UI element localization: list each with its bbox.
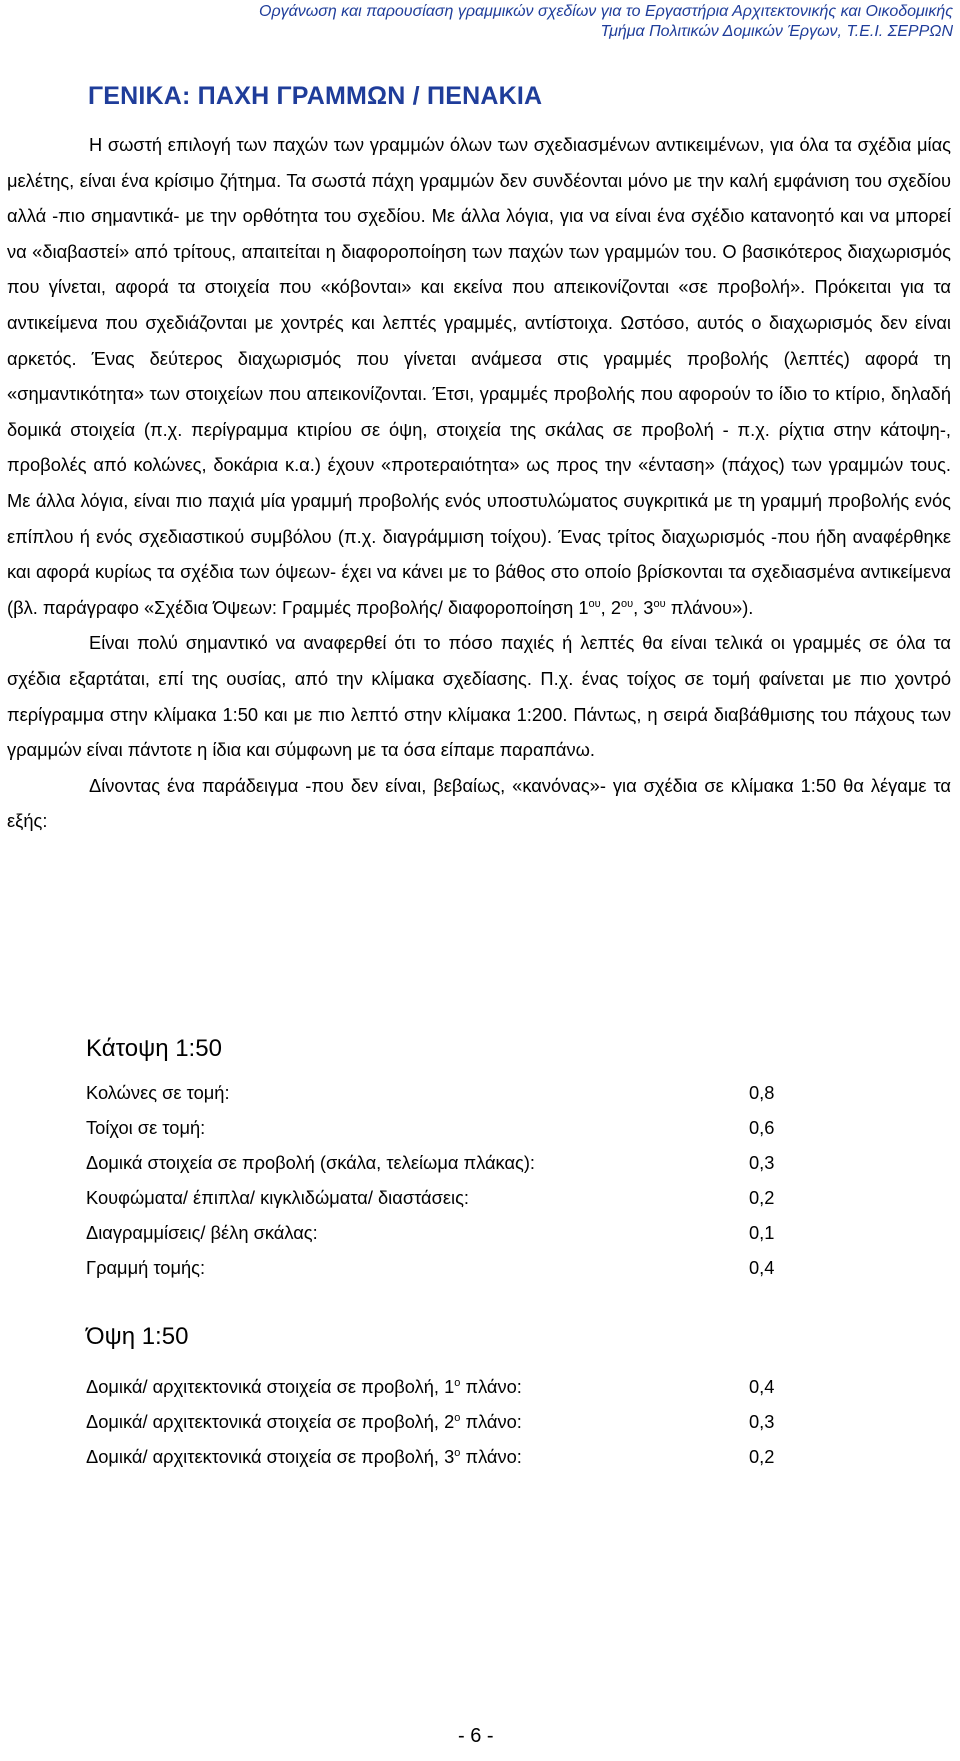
plan-row-value: 0,2 <box>749 1187 775 1208</box>
plan-row-value: 0,8 <box>749 1082 775 1103</box>
body-text <box>7 127 951 839</box>
plan-row-label: Γραμμή τομής: <box>86 1257 206 1278</box>
plan-row-label: Τοίχοι σε τομή: <box>86 1117 206 1138</box>
paragraph-1-text: Η σωστή επιλογή των παχών των γραμμών όλων των σχεδιασμένων αντικειμένων, για όλα τα σχέδια μίας μελέτης, είναι ένα κρίσιμο ζήτημα. Τα σωστά πάχη γραμμών δεν συνδέονται μόνο με την καλή εμφάνιση του σχεδίου αλλά -πιο σημαντικά- με την ορθότητα του σχεδίου. Με άλλα λόγια, για να είναι ένα σχέδιο κατανοητό και να μπορεί να «διαβαστεί» από τρίτους, απαιτείται η διαφοροποίηση των παχών των γραμμών του. Ο βασικότερος διαχωρισμός που γίνεται, αφορά τα στοιχεία που «κόβονται» και εκείνα που απεικονίζονται «σε προβολή». Πρόκειται για τα αντικείμενα που σχεδιάζονται με χοντρές και λεπτές γραμμές, αντίστοιχα. Ωστόσο, αυτός ο διαχωρισμός δεν είναι αρκετός. Ένας δεύτερος διαχωρισμός που γίνεται ανάμεσα στις γραμμές προβολής (λεπτές) αφορά τη «σημαντικότητα» των στοιχείων που απεικονίζονται. Έτσι, γραμμές προβολής που αφορούν το ίδιο το κτίριο, δηλαδή δομικά στοιχεία (π.χ. περίγραμμα κτιρίου σε όψη, στοιχεία της σκάλας σε προβολή - π.χ. ρίχτια στην κάτοψη-, προβολές από κολώνες, δοκάρια κ.α.) έχουν «προτεραιότητα» ως προς την «ένταση» (πάχος) των γραμμών τους. Με άλλα λόγια, είναι πιο παχιά μία γραμμή προβολής ενός υποστυλώματος συγκριτικά με τη γραμμή προβολής ενός επίπλου ή ενός σχεδιαστικού συμβόλου (π.χ. διαγράμμιση τοίχου). Ένας τρίτος διαχωρισμός -που ήδη αναφέρθηκε και αφορά κυρίως τα σχέδια των όψεων- έχει να κάνει με το βάθος στο οποίο βρίσκονται τα σχεδιασμένα αντικείμενα (βλ. παράγραφο «Σχέδια Όψεων: Γραμμές προβολής/ διαφοροποίηση 1 <box>7 134 951 618</box>
plan-row-label: Κολώνες σε τομή: <box>86 1082 230 1103</box>
elevation-row-label-text: Δομικά/ αρχιτεκτονικά στοιχεία σε προβολή, 3 <box>86 1446 455 1467</box>
elevation-row-label-text: Δομικά/ αρχιτεκτονικά στοιχεία σε προβολή, 2 <box>86 1411 455 1432</box>
elevation-row-value: 0,4 <box>749 1376 775 1397</box>
plan-row-label: Δομικά στοιχεία σε προβολή (σκάλα, τελείωμα πλάκας): <box>86 1152 536 1173</box>
elevation-row-value: 0,2 <box>749 1446 775 1467</box>
elevation-row-label-end: πλάνο: <box>460 1446 522 1467</box>
elevation-row-label <box>86 1375 522 1399</box>
section-heading: ΓΕΝΙΚΑ: ΠΑΧΗ ΓΡΑΜΜΩΝ / ΠΕΝΑΚΙΑ <box>88 82 543 110</box>
page-header <box>259 2 953 42</box>
ordinal-sup-3: ου <box>653 597 666 610</box>
plan-row-value: 0,4 <box>749 1257 775 1278</box>
plan-section-title: Κάτοψη 1:50 <box>86 1035 222 1062</box>
paragraph-1-end: πλάνου»). <box>665 596 754 618</box>
ordinal-sup: ο <box>454 1411 461 1424</box>
paragraph-1-mid-1: , 2 <box>600 596 621 618</box>
ordinal-sup-2: ου <box>621 597 634 610</box>
elevation-row-value: 0,3 <box>749 1411 775 1432</box>
plan-row-value: 0,1 <box>749 1222 775 1243</box>
elevation-row-label <box>86 1445 522 1469</box>
plan-row-value: 0,3 <box>749 1152 775 1173</box>
ordinal-sup-1: ου <box>588 597 601 610</box>
elevation-section-title: Όψη 1:50 <box>86 1323 189 1350</box>
paragraph-1-mid-2: , 3 <box>633 596 654 618</box>
paragraph-scale: Είναι πολύ σημαντικό να αναφερθεί ότι το πόσο παχιές ή λεπτές θα είναι τελικά οι γραμμές σε όλα τα σχέδια εξαρτάται, επί της ουσίας, από την κλίμακα σχεδίασης. Π.χ. ένας τοίχος σε τομή φαίνεται με πιο χοντρό περίγραμμα στην κλίμακα 1:50 και με πιο λεπτό στην κλίμακα 1:200. Πάντως, η σειρά διαβάθμισης του πάχους των γραμμών είναι πάντοτε η ίδια και σύμφωνη με τα όσα είπαμε παραπάνω. <box>7 632 951 761</box>
plan-row-label: Κουφώματα/ έπιπλα/ κιγκλιδώματα/ διαστάσεις: <box>86 1187 470 1208</box>
elevation-row-label-end: πλάνο: <box>460 1376 522 1397</box>
ordinal-sup: ο <box>454 1446 461 1459</box>
elevation-row-label <box>86 1410 522 1434</box>
paragraph-line-thickness <box>7 127 951 625</box>
header-line-course: Οργάνωση και παρουσίαση γραμμικών σχεδίων για το Εργαστήρια Αρχιτεκτονικής και Οικοδομικής <box>259 3 953 20</box>
elevation-row-label-text: Δομικά/ αρχιτεκτονικά στοιχεία σε προβολή, 1 <box>86 1376 455 1397</box>
header-line-department: Τμήμα Πολιτικών Δομικών Έργων, Τ.Ε.Ι. ΣΕΡΡΩΝ <box>600 23 953 40</box>
elevation-row-label-end: πλάνο: <box>460 1411 522 1432</box>
plan-row-label: Διαγραμμίσεις/ βέλη σκάλας: <box>86 1222 318 1243</box>
ordinal-sup: ο <box>454 1376 461 1389</box>
plan-row-value: 0,6 <box>749 1117 775 1138</box>
page-number: - 6 - <box>458 1725 494 1747</box>
paragraph-example-intro: Δίνοντας ένα παράδειγμα -που δεν είναι, βεβαίως, «κανόνας»- για σχέδια σε κλίμακα 1:50 θα λέγαμε τα εξής: <box>7 774 951 832</box>
